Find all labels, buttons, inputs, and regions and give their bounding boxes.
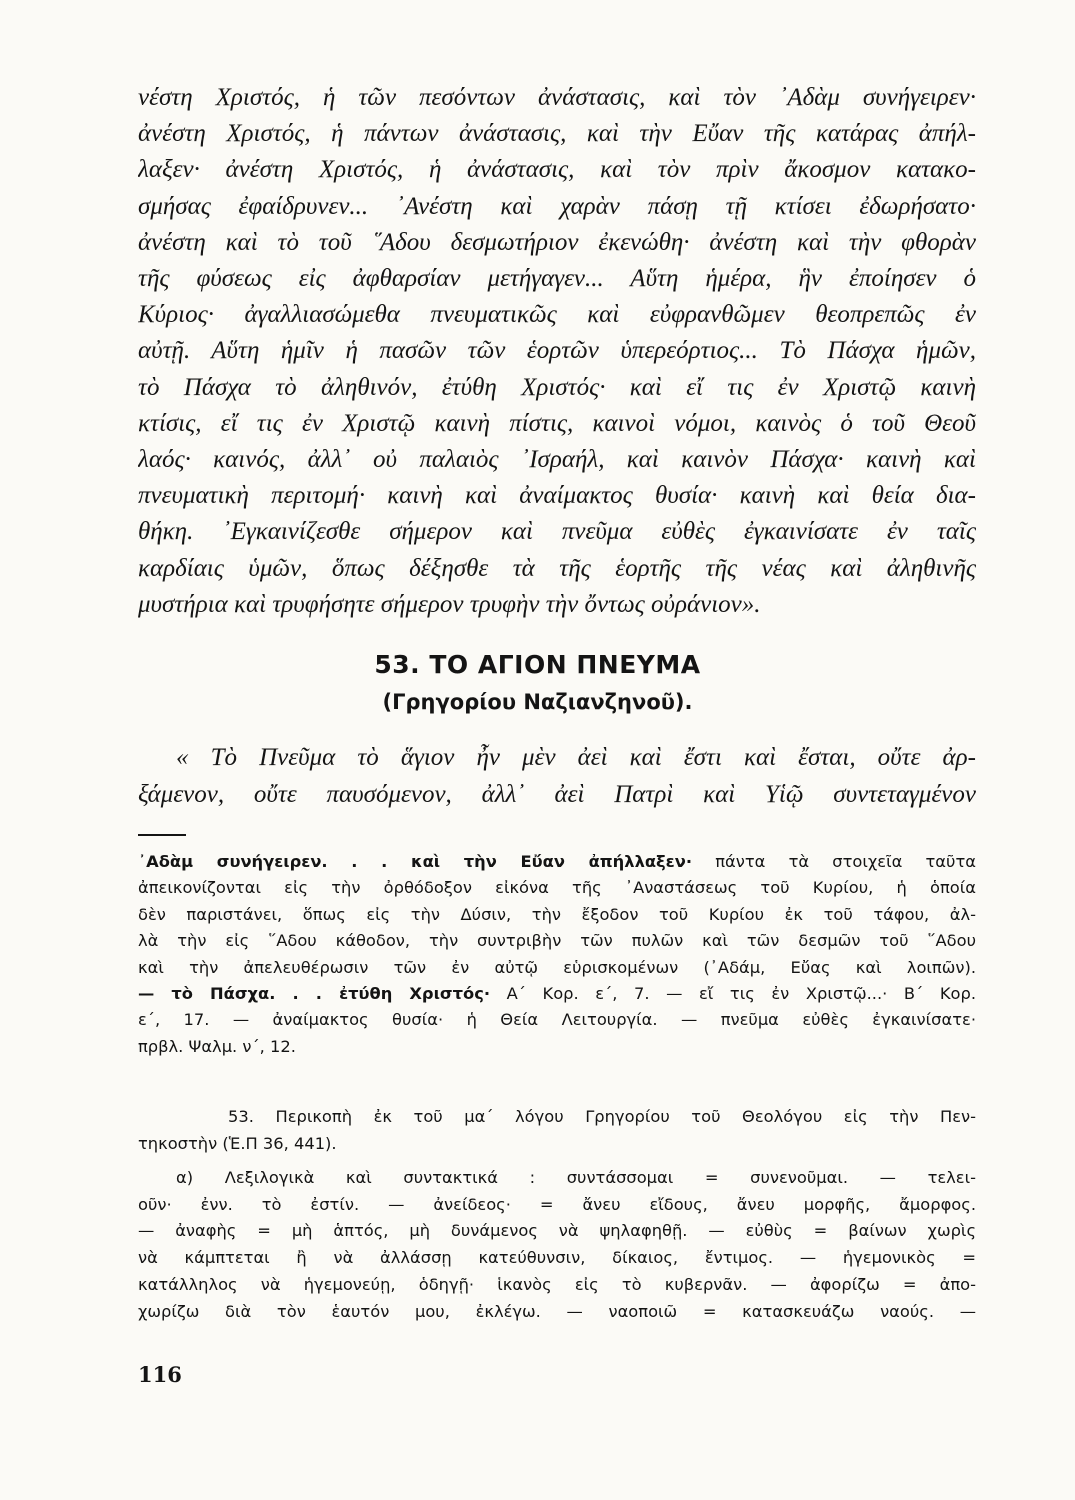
quote-line: ξάμενον, οὔτε παυσόμενον, ἀλλ᾿ ἀεὶ Πατρὶ καὶ Υἱῷ συντεταγμένον [138, 780, 976, 808]
passage-source-note [138, 1103, 976, 1157]
footnote-line [138, 981, 976, 1007]
text-line: νέστη Χριστός, ἡ τῶν πεσόντων ἀνάστασις, καὶ τὸν ᾿Αδὰμ συνήγειρεν· [138, 84, 976, 111]
footnote-line [138, 849, 976, 875]
text-line: λαξεν· ἀνέστη Χριστός, ἡ ἀνάστασις, καὶ τὸν πρὶν ἄκοσμον κατακο- [138, 156, 976, 184]
text-line: σμήσας ἐφαίδρυνεν... ᾿Ανέστη καὶ χαρὰν πάσῃ τῇ κτίσει ἐδωρήσατο· [138, 192, 976, 220]
text-line: λαός· καινός, ἀλλ᾿ οὐ παλαιὸς ᾿Ισραήλ, καὶ καινὸν Πάσχα· καινὴ καὶ [138, 446, 976, 474]
source-line: τηκοστὴν (Ἑ.Π 36, 441). [138, 1134, 337, 1153]
lexical-line: χωρίζω διὰ τὸν ἑαυτόν μου, ἐκλέγω. — ναοποιῶ = κατασκευάζω ναούς. — [138, 1301, 976, 1321]
lexical-line: — ἀναφὴς = μὴ ἁπτός, μὴ δυνάμενος νὰ ψηλαφηθῇ. — εὐθὺς = βαίνων χωρὶς [138, 1221, 976, 1241]
footnote-bold: ᾿Αδὰμ συνήγειρεν. . . καὶ τὴν Εὔαν ἀπήλλαξεν· [138, 852, 693, 871]
lexical-line: οῦν· ἐνν. τὸ ἐστίν. — ἀνείδεος· = ἄνευ εἴδους, ἄνευ μορφῆς, ἄμορφος. [138, 1194, 976, 1214]
footnote-bold: — τὸ Πάσχα. . . ἐτύθη Χριστός· [138, 984, 491, 1004]
text-line: Κύριος· ἀγαλλιασώμεθα πνευματικῶς καὶ εὐφρανθῶμεν θεοπρεπῶς ἐν [138, 301, 976, 329]
footnote-text: Α΄ Κορ. ε΄, 7. — εἴ τις ἐν Χριστῷ...· Β΄ Κορ. [490, 984, 976, 1004]
footnote-line: καὶ τὴν ἀπελευθέρωσιν τῶν ἐν αὐτῷ εὑρισκομένων (᾿Αδάμ, Εὔας καὶ λοιπῶν). [138, 957, 976, 977]
text-line: ἀνέστη καὶ τὸ τοῦ ῞Αδου δεσμωτήριον ἐκενώθη· ἀνέστη καὶ τὴν φθορὰν [138, 228, 976, 256]
quote-line: « Τὸ Πνεῦμα τὸ ἅγιον ἦν μὲν ἀεὶ καὶ ἔστι καὶ ἔσται, οὔτε ἀρ- [176, 744, 976, 771]
page-number: 116 [138, 1362, 182, 1387]
footnotes [138, 849, 976, 1060]
section-heading: 53. ΤΟ ΑΓΙΟΝ ΠΝΕΥΜΑ [374, 650, 701, 679]
text-line: κτίσις, εἴ τις ἐν Χριστῷ καινὴ πίστις, καινοὶ νόμοι, καινὸς ὁ τοῦ Θεοῦ [138, 409, 976, 437]
text-line: αὐτῇ. Αὕτη ἡμῖν ἡ πασῶν τῶν ἑορτῶν ὑπερεόρτιος... Τὸ Πάσχα ἡμῶν, [138, 337, 976, 365]
footnote-line: δὲν παριστάνει, ὅπως εἰς τὴν Δύσιν, τὴν ἔξοδον τοῦ Κυρίου ἐκ τοῦ τάφου, ἀλ- [138, 904, 976, 924]
main-text [138, 80, 976, 623]
footnote-line: πρβλ. Ψαλμ. ν΄, 12. [138, 1036, 296, 1056]
footnote-rule [138, 834, 186, 836]
text-line: πνευματικὴ περιτομή· καινὴ καὶ ἀναίμακτος θυσία· καινὴ καὶ θεία δια- [138, 482, 976, 510]
text-line: ἀνέστη Χριστός, ἡ πάντων ἀνάστασις, καὶ τὴν Εὔαν τῆς κατάρας ἀπήλ- [138, 120, 976, 148]
text-line: μυστήρια καὶ τρυφήσητε σήμερον τρυφὴν τὴν ὄντως οὐράνιον». [138, 590, 761, 618]
text-line: καρδίαις ὑμῶν, ὅπως δέξησθε τὰ τῆς ἑορτῆς τῆς νέας καὶ ἀληθινῆς [138, 554, 976, 582]
footnote-text: πάντα τὰ στοιχεῖα ταῦτα [692, 852, 976, 871]
source-line: 53. Περικοπὴ ἐκ τοῦ μα΄ λόγου Γρηγορίου τοῦ Θεολόγου εἰς τὴν Πεν- [228, 1107, 976, 1126]
section-author: (Γρηγορίου Ναζιανζηνοῦ). [382, 690, 693, 714]
footnote-line: λὰ τὴν εἰς ῞Αδου κάθοδον, τὴν συντριβὴν τῶν πυλῶν καὶ τῶν δεσμῶν τοῦ ῞Αδου [138, 931, 976, 951]
footnote-line: ἀπεικονίζονται εἰς τὴν ὀρθόδοξον εἰκόνα τῆς ᾿Αναστάσεως τοῦ Κυρίου, ἡ ὁποία [138, 878, 976, 898]
lexical-line: νὰ κάμπτεται ἢ νὰ ἀλλάσσῃ κατεύθυνσιν, δίκαιος, ἔντιμος. — ἡγεμονικὸς = [138, 1248, 976, 1268]
lexical-notes [138, 1165, 976, 1325]
lexical-line: α) Λεξιλογικὰ καὶ συντακτικά : συντάσσομαι = συνενοῦμαι. — τελει- [176, 1168, 976, 1187]
text-line: τῆς φύσεως εἰς ἀφθαρσίαν μετήγαγεν... Αὕτη ἡμέρα, ἣν ἐποίησεν ὁ [138, 265, 976, 293]
footnote-line: ε΄, 17. — ἀναίμακτος θυσία· ἡ Θεία Λειτουργία. — πνεῦμα εὐθὲς ἐγκαινίσατε· [138, 1010, 976, 1030]
lexical-line: κατάλληλος νὰ ἡγεμονεύῃ, ὁδηγῇ· ἱκανὸς εἰς τὸ κυβερνᾶν. — ἀφορίζω = ἀπο- [138, 1274, 976, 1294]
text-line: τὸ Πάσχα τὸ ἀληθινόν, ἐτύθη Χριστός· καὶ εἴ τις ἐν Χριστῷ καινὴ [138, 373, 976, 401]
quote-text [138, 740, 976, 813]
text-line: θήκη. ᾿Εγκαινίζεσθε σήμερον καὶ πνεῦμα εὐθὲς ἐγκαινίσατε ἐν ταῖς [138, 518, 976, 546]
